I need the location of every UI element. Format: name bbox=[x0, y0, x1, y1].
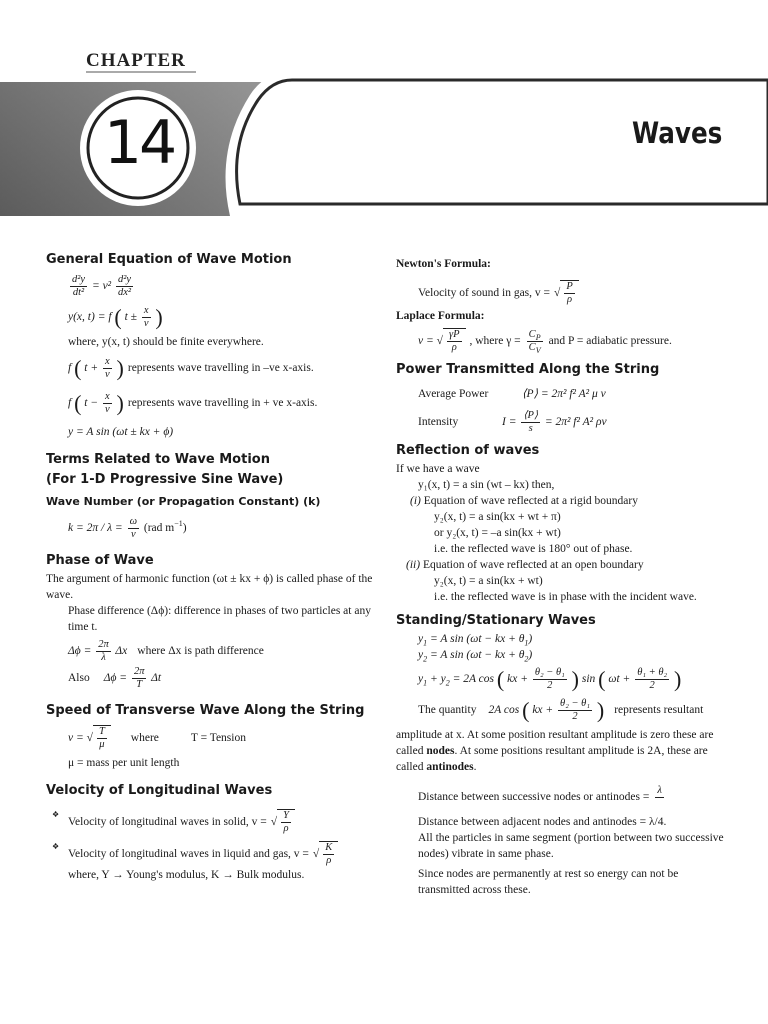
phase-also-label: Also bbox=[68, 672, 90, 685]
phase-text: The argument of harmonic function (ωt ± kx + ϕ) is called phase of the wave. bbox=[46, 573, 373, 601]
distance-adjacent: Distance between adjacent nodes and antinodes = λ/4. bbox=[418, 816, 667, 828]
standing-quantity-row: The quantity 2A cos ( kx + $\frac{\text{θ₂ − θ₁}}{2}$ ) represents resultant bbox=[418, 697, 704, 723]
standing-y2: $y_2 = A$ sin (ωt − kx + $\theta_2$) bbox=[418, 649, 533, 664]
longitudinal-solid-item: ❖ Velocity of longitudinal waves in solid, v = √ $\frac{Y}{\rho}$ bbox=[46, 809, 374, 835]
transverse-tension: T = Tension bbox=[190, 732, 246, 745]
wave-differential-equation: $\frac{\text{d²y}}{\text{dt²}}$ = v² $\frac{\text{d²y}}{\text{dx²}}$ bbox=[72, 274, 132, 298]
standing-nodes: nodes bbox=[426, 745, 455, 757]
newton-formula: Velocity of sound in gas, v = √ $\frac{P}{\rho}$ bbox=[396, 280, 724, 306]
negative-direction-text: represents wave travelling in –ve x-axis. bbox=[127, 362, 314, 375]
chapter-label: CHAPTER bbox=[86, 50, 186, 71]
transverse-where: where bbox=[130, 732, 159, 745]
standing-quantity: The quantity bbox=[418, 704, 477, 717]
general-where-text: where, y(x, t) should be finite everywhere. bbox=[68, 336, 264, 348]
reflection-rigid-eq2: or y₂(x, t) = –a sin(kx + wt) bbox=[434, 527, 561, 539]
intensity-label: Intensity bbox=[418, 416, 459, 429]
standing-y1: $y_1 = A$ sin (ωt − kx + $\theta_1$) bbox=[418, 633, 533, 648]
longitudinal-where: where, Y → Young's modulus, K → Bulk modulus. bbox=[68, 869, 305, 881]
left-column bbox=[46, 250, 374, 883]
right-column bbox=[396, 256, 724, 898]
average-power-label: Average Power bbox=[418, 388, 489, 400]
heading-phase: Phase of Wave bbox=[46, 553, 154, 568]
heading-reflection: Reflection of waves bbox=[396, 443, 540, 458]
standing-antinodes: antinodes bbox=[426, 761, 474, 773]
heading-transverse-speed: Speed of Transverse Wave Along the String bbox=[46, 703, 365, 718]
transverse-speed-equation: v = √ $\frac{T}{\mu}$ where T = Tension bbox=[68, 726, 246, 750]
reflection-rigid-text: Equation of wave reflected at a rigid boundary bbox=[423, 495, 638, 507]
heading-terms: Terms Related to Wave Motion bbox=[46, 452, 270, 467]
wave-number-equation: k = 2π / λ = $\frac{\omega}{v}$ (rad $m^{-1}$) bbox=[68, 516, 187, 540]
phase-difference-equation: Δϕ = $\frac{2\pi}{\lambda}$ Δx where Δx is path difference bbox=[68, 639, 264, 663]
heading-longitudinal: Velocity of Longitudinal Waves bbox=[46, 783, 273, 798]
heading-laplace: Laplace Formula: bbox=[396, 310, 485, 322]
standing-para-a: amplitude at x. At some position resultant amplitude is zero these are called bbox=[396, 729, 714, 757]
newton-text: Velocity of sound in gas, v = bbox=[418, 287, 551, 300]
phase-time-equation: Also Δϕ = $\frac{2\pi}{T}$ Δt bbox=[68, 666, 162, 690]
laplace-adiabatic: and P = adiabatic pressure. bbox=[548, 335, 672, 348]
standing-represents: represents resultant bbox=[614, 704, 704, 717]
reflection-open-eq: y₂(x, t) = a sin(kx + wt) bbox=[434, 575, 543, 587]
heading-terms-sub: (For 1-D Progressive Sine Wave) bbox=[46, 472, 284, 487]
chapter-number: 14 bbox=[103, 108, 175, 178]
heading-general-equation: General Equation of Wave Motion bbox=[46, 252, 292, 267]
reflection-rigid-num: (i) bbox=[410, 495, 421, 507]
reflection-open-num: (ii) bbox=[406, 559, 421, 571]
positive-direction-text: represents wave travelling in + ve x-axis. bbox=[127, 397, 318, 410]
reflection-rigid bbox=[396, 493, 724, 509]
reflection-rigid-note: i.e. the reflected wave is 180° out of phase. bbox=[434, 543, 633, 555]
standing-paragraph bbox=[396, 727, 724, 775]
chapter-title: Waves bbox=[631, 116, 722, 150]
reflection-wave: y₁(x, t) = a sin (wt – kx) then, bbox=[418, 479, 555, 491]
reflection-rigid-eq1: y₂(x, t) = a sin(kx + wt + π) bbox=[434, 511, 561, 523]
longitudinal-solid-text: Velocity of longitudinal waves in solid, v = bbox=[68, 816, 267, 829]
phase-equation-note: where Δx is path difference bbox=[137, 645, 264, 658]
laplace-where: , where γ = bbox=[469, 335, 521, 348]
reflection-if: If we have a wave bbox=[396, 463, 480, 475]
heading-newton: Newton's Formula: bbox=[396, 258, 491, 270]
longitudinal-liquid-text: Velocity of longitudinal waves in liquid and gas, v = bbox=[68, 848, 309, 861]
since-text: Since nodes are permanently at rest so energy can not be transmitted across these. bbox=[418, 868, 679, 896]
distance-nodes: Distance between successive nodes or antinodes = bbox=[418, 791, 650, 804]
laplace-formula: v = √ $\frac{\gamma P}{\rho}$ , where γ = $\frac{C_P}{C_V}$ and P = adiabatic pressure. bbox=[418, 329, 672, 356]
standing-para-c: . bbox=[473, 761, 477, 773]
heading-wave-number: Wave Number (or Propagation Constant) (k) bbox=[46, 495, 321, 508]
longitudinal-liquid-item: ❖ Velocity of longitudinal waves in liquid and gas, v = √ $\frac{K}{\rho}$ bbox=[46, 841, 374, 867]
distance-nodes-row: Distance between successive nodes or antinodes = λ bbox=[418, 785, 662, 804]
average-power-row: Average Power ⟨P⟩ = 2π² f² A² μ v bbox=[418, 388, 606, 400]
heading-power: Power Transmitted Along the String bbox=[396, 362, 660, 377]
intensity-row: Intensity I = $\frac{⟨P⟩}{s}$ = 2π² f² A² ρv bbox=[418, 410, 607, 434]
positive-direction-row: f ( t − $\frac{x}{v}$ ) represents wave travelling in + ve x-axis. bbox=[68, 390, 318, 416]
sine-wave-equation: y = A sin (ωt ± kx + ϕ) bbox=[68, 426, 174, 438]
general-solution-equation: y(x, t) = f ( t ± $\frac{x}{v}$ ) bbox=[68, 304, 163, 330]
negative-direction-row: f ( t + $\frac{x}{v}$ ) represents wave travelling in –ve x-axis. bbox=[68, 355, 314, 381]
segment-text: All the particles in same segment (portion between two successive nodes) vibrate in same phase. bbox=[418, 832, 724, 860]
standing-para-b: . At some positions resultant amplitude is 2A, these are called bbox=[396, 745, 708, 773]
reflection-open-note: i.e. the reflected wave is in phase with the incident wave. bbox=[434, 591, 697, 603]
standing-sum-equation: $y_1 + y_2 = 2A$ cos ( kx + $\frac{\text{θ₂ − θ₁}}{2}$ ) sin ( ωt + $\frac{\text{θ₁ + θ₂}}{2}$ ) bbox=[418, 666, 682, 692]
reflection-open bbox=[396, 557, 724, 573]
phase-difference-text: Phase difference (Δϕ): difference in phases of two particles at any time t. bbox=[68, 605, 371, 633]
heading-standing: Standing/Stationary Waves bbox=[396, 613, 596, 628]
transverse-mu-text: μ = mass per unit length bbox=[68, 757, 180, 769]
reflection-open-text: Equation of wave reflected at an open boundary bbox=[422, 559, 644, 571]
